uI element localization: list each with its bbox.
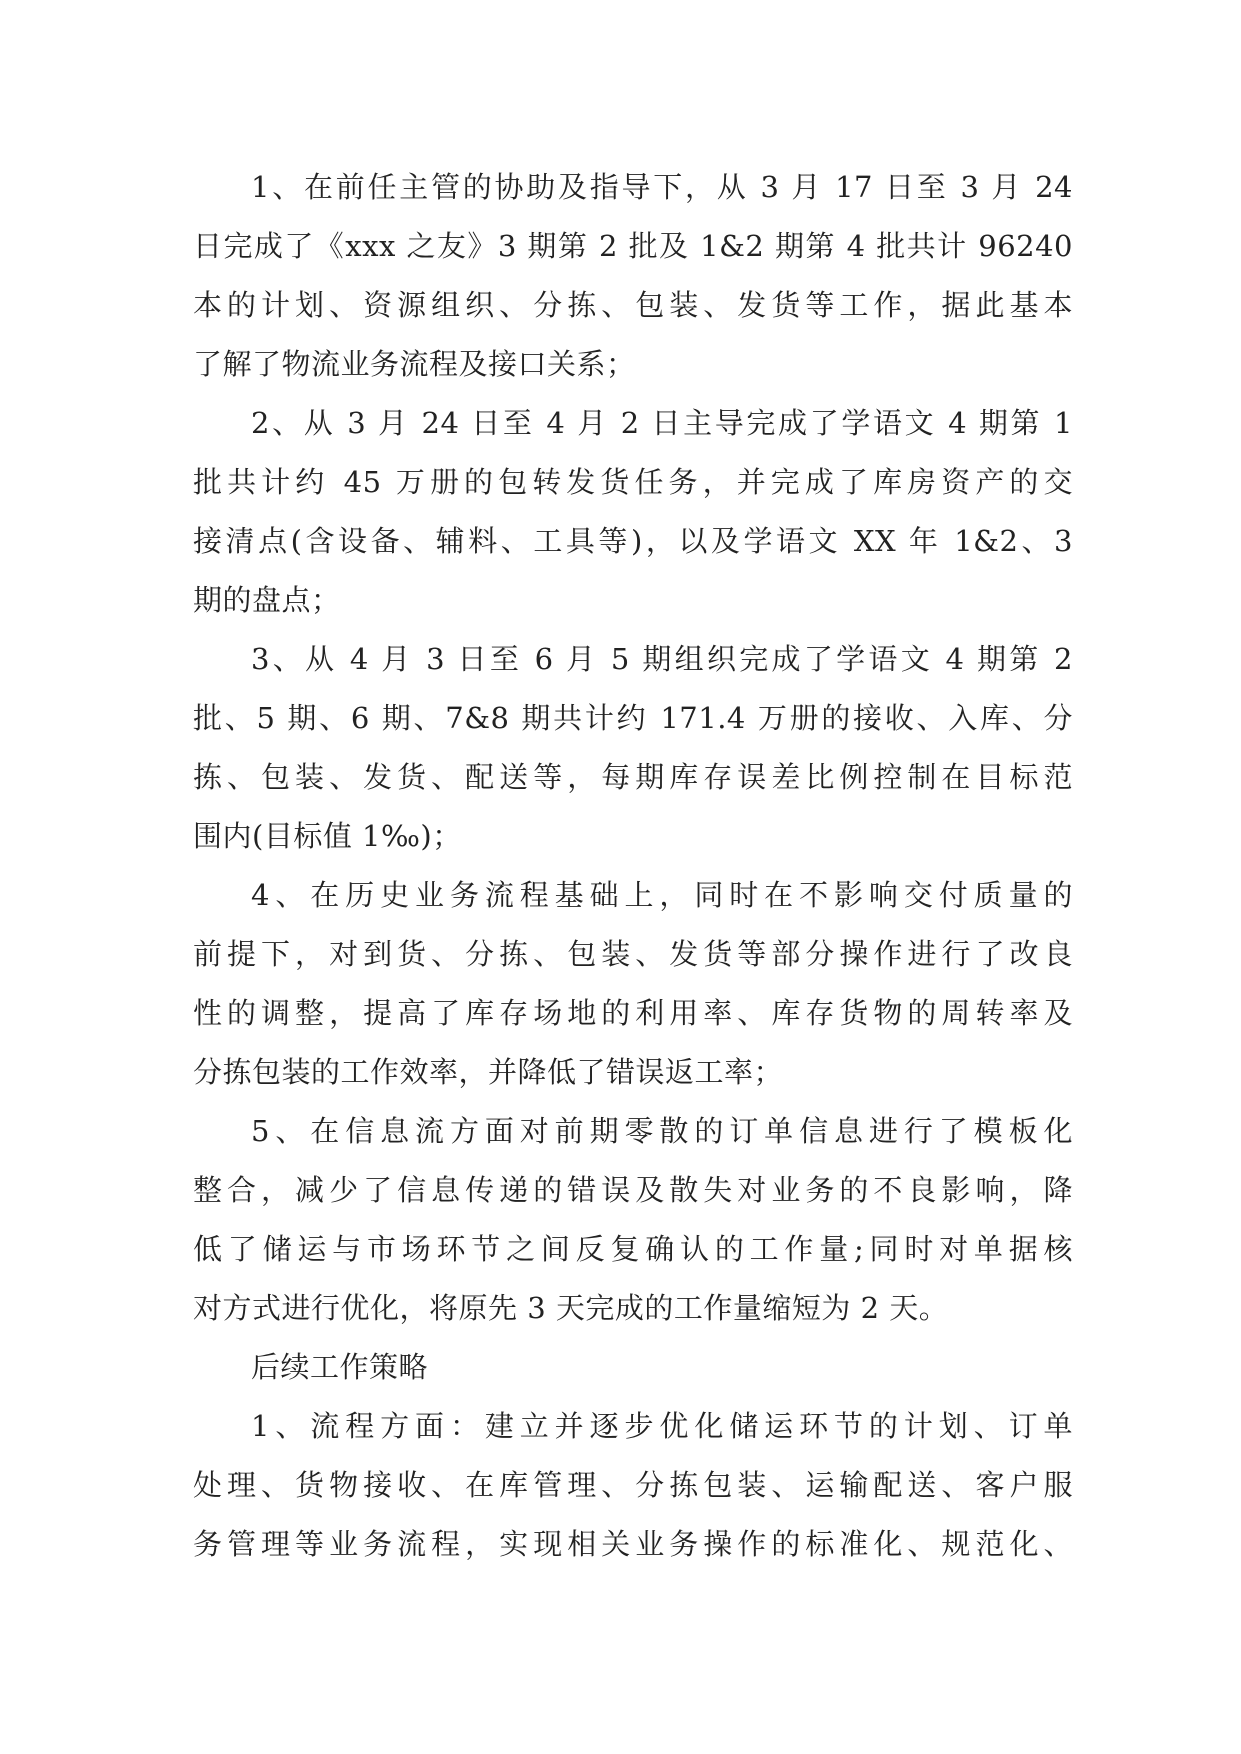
- text-line: 处理、货物接收、在库管理、分拣包装、运输配送、客户服: [193, 1468, 1073, 1502]
- text-line: 对方式进行优化，将原先 3 天完成的工作量缩短为 2 天。: [193, 1291, 949, 1325]
- text-line: 2、从 3 月 24 日至 4 月 2 日主导完成了学语文 4 期第 1: [251, 406, 1073, 440]
- heading-text: 后续工作策略: [251, 1350, 429, 1384]
- text-line: 接清点(含设备、辅料、工具等)，以及学语文 XX 年 1&2、3: [193, 524, 1073, 558]
- text-line: 低了储运与市场环节之间反复确认的工作量;同时对单据核: [193, 1232, 1073, 1266]
- text-line: 务管理等业务流程，实现相关业务操作的标准化、规范化、: [193, 1527, 1073, 1561]
- text-line: 5、在信息流方面对前期零散的订单信息进行了模板化: [251, 1114, 1073, 1148]
- text-line: 1、流程方面：建立并逐步优化储运环节的计划、订单: [251, 1409, 1073, 1443]
- text-line: 整合，减少了信息传递的错误及散失对业务的不良影响，降: [193, 1173, 1073, 1207]
- paragraph-item-1: [193, 158, 1073, 394]
- paragraph-item-6: [193, 1397, 1073, 1574]
- text-line: 性的调整，提高了库存场地的利用率、库存货物的周转率及: [193, 996, 1073, 1030]
- text-line: 期的盘点；: [193, 583, 341, 617]
- paragraph-item-2: [193, 394, 1073, 630]
- paragraph-item-3: [193, 630, 1073, 866]
- paragraph-item-4: [193, 866, 1073, 1102]
- text-line: 分拣包装的工作效率，并降低了错误返工率；: [193, 1055, 784, 1089]
- text-line: 了解了物流业务流程及接口关系；: [193, 347, 636, 381]
- text-line: 3、从 4 月 3 日至 6 月 5 期组织完成了学语文 4 期第 2: [251, 642, 1073, 676]
- text-line: 4、在历史业务流程基础上，同时在不影响交付质量的: [251, 878, 1073, 912]
- text-line: 批、5 期、6 期、7&8 期共计约 171.4 万册的接收、入库、分: [193, 701, 1073, 735]
- text-line: 拣、包装、发货、配送等，每期库存误差比例控制在目标范: [193, 760, 1073, 794]
- document-body: [193, 158, 1073, 1574]
- paragraph-item-5: [193, 1102, 1073, 1338]
- text-line: 日完成了《xxx 之友》3 期第 2 批及 1&2 期第 4 批共计 96240: [193, 229, 1073, 263]
- text-line: 1、在前任主管的协助及指导下，从 3 月 17 日至 3 月 24: [251, 170, 1073, 204]
- text-line: 前提下，对到货、分拣、包装、发货等部分操作进行了改良: [193, 937, 1073, 971]
- section-heading: [193, 1338, 1073, 1397]
- text-line: 围内(目标值 1‰)；: [193, 819, 462, 853]
- text-line: 本的计划、资源组织、分拣、包装、发货等工作，据此基本: [193, 288, 1073, 322]
- text-line: 批共计约 45 万册的包转发货任务，并完成了库房资产的交: [193, 465, 1073, 499]
